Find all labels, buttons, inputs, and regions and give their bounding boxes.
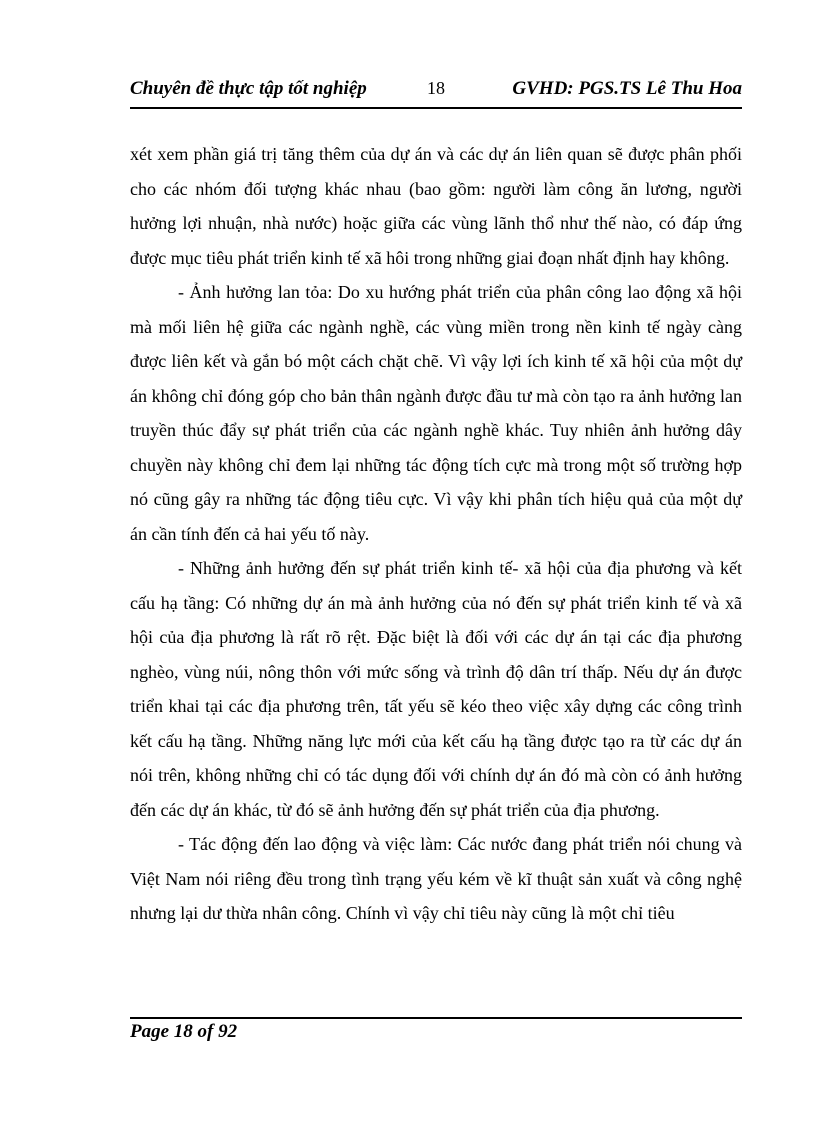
supervisor-label: GVHD: PGS.TS Lê Thu Hoa bbox=[512, 78, 742, 99]
paragraph: - Ảnh hưởng lan tỏa: Do xu hướng phát triển của phân công lao động xã hội mà mối liên hệ giữa các ngành nghề, các vùng miền trong nền kinh tế ngày càng được liên kết và gắn bó một cách chặt chẽ. Vì vậy lợi ích kinh tế xã hội của một dự án không chỉ đóng góp cho bản thân ngành được đầu tư mà còn tạo ra ảnh hưởng lan truyền thúc đẩy sự phát triển của các ngành nghề khác. Tuy nhiên ảnh hưởng dây chuyền này không chỉ đem lại những tác động tích cực mà trong một số trường hợp nó cũng gây ra những tác động tiêu cực. Vì vậy khi phân tích hiệu quả của một dự án cần tính đến cả hai yếu tố này. bbox=[130, 282, 742, 544]
header-divider bbox=[130, 107, 742, 109]
footer-divider bbox=[130, 1017, 742, 1019]
page-number: 18 bbox=[427, 78, 445, 98]
document-title: Chuyên đề thực tập tốt nghiệp bbox=[130, 78, 367, 99]
page-footer: Page 18 of 92 bbox=[130, 1021, 238, 1042]
body-text bbox=[130, 137, 742, 931]
page-header bbox=[130, 78, 742, 108]
paragraph: - Những ảnh hưởng đến sự phát triển kinh tế- xã hội của địa phương và kết cấu hạ tầng: Có những dự án mà ảnh hưởng của nó đến sự phát triển kinh tế và xã hội của địa phương là rất rõ rệt. Đặc biệt là đối với các dự án tại các địa phương nghèo, vùng núi, nông thôn với mức sống và trình độ dân trí thấp. Nếu dự án được triển khai tại các địa phương trên, tất yếu sẽ kéo theo việc xây dựng các công trình kết cấu hạ tầng. Những năng lực mới của kết cấu hạ tầng được tạo ra từ các dự án nói trên, không những chỉ có tác dụng đối với chính dự án đó mà còn có ảnh hưởng đến các dự án khác, từ đó sẽ ảnh hưởng đến sự phát triển của địa phương. bbox=[130, 558, 742, 820]
paragraph: - Tác động đến lao động và việc làm: Các nước đang phát triển nói chung và Việt Nam nói riêng đều trong tình trạng yếu kém về kĩ thuật sản xuất và công nghệ nhưng lại dư thừa nhân công. Chính vì vậy chỉ tiêu này cũng là một chỉ tiêu bbox=[130, 834, 742, 923]
paragraph: xét xem phần giá trị tăng thêm của dự án và các dự án liên quan sẽ được phân phối cho các nhóm đối tượng khác nhau (bao gồm: người làm công ăn lương, người hưởng lợi nhuận, nhà nước) hoặc giữa các vùng lãnh thổ như thế nào, có đáp ứng được mục tiêu phát triển kinh tế xã hôi trong những giai đoạn nhất định hay không. bbox=[130, 144, 742, 268]
